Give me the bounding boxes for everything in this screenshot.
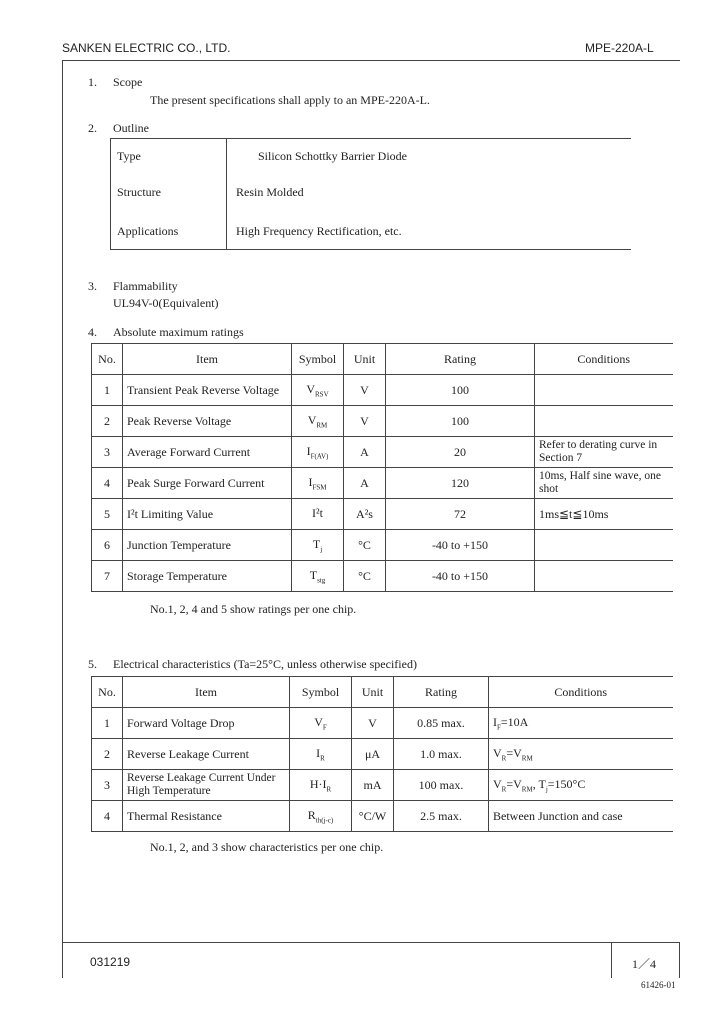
cond-base: I (493, 714, 497, 729)
outline-label-type: Type (117, 149, 141, 163)
symbol-base: H·I (309, 776, 327, 791)
cell-rating: 72 (386, 499, 535, 530)
header-symbol: Symbol (290, 677, 352, 708)
cell-conditions (489, 770, 673, 801)
symbol-base: T (312, 536, 321, 551)
ratings-table (91, 343, 673, 592)
table-row (92, 406, 673, 437)
cell-symbol (292, 375, 344, 406)
cell-unit: °C (344, 561, 386, 592)
cell-no: 1 (92, 375, 123, 406)
cond-sub: R (501, 754, 507, 763)
symbol-sub: RM (316, 421, 328, 430)
electrical-table (91, 676, 673, 832)
symbol-base: I (308, 474, 313, 489)
cell-item: Peak Surge Forward Current (123, 468, 292, 499)
section-4-number: 4. (88, 325, 97, 339)
cell-no: 3 (92, 437, 123, 468)
cell-rating: 20 (386, 437, 535, 468)
section-2-title: Outline (113, 121, 149, 135)
cell-symbol (292, 561, 344, 592)
footer-right-rule (679, 942, 680, 978)
cell-no: 4 (92, 801, 123, 832)
cell-symbol (292, 437, 344, 468)
cell-no: 1 (92, 708, 123, 739)
footer-date: 031219 (90, 955, 131, 969)
table-row (92, 375, 673, 406)
symbol-sub: R (320, 754, 325, 763)
cell-symbol (292, 468, 344, 499)
header-no: No. (92, 344, 123, 375)
cell-conditions (535, 530, 673, 561)
cell-conditions (535, 406, 673, 437)
cell-no: 6 (92, 530, 123, 561)
cell-conditions (489, 739, 673, 770)
cell-rating: -40 to +150 (386, 530, 535, 561)
outline-value-type: Silicon Schottky Barrier Diode (258, 149, 407, 163)
cell-no: 4 (92, 468, 123, 499)
outline-value-structure: Resin Molded (236, 185, 304, 199)
cell-symbol (292, 499, 344, 530)
part-number: MPE-220A-L (585, 41, 654, 55)
cell-item: Storage Temperature (123, 561, 292, 592)
cell-rating: -40 to +150 (386, 561, 535, 592)
company-name: SANKEN ELECTRIC CO., LTD. (62, 41, 231, 55)
cell-item: Average Forward Current (123, 437, 292, 468)
cell-rating: 0.85 max. (394, 708, 489, 739)
outline-divider (226, 138, 227, 250)
table-row (92, 561, 673, 592)
footer-divider (611, 942, 612, 978)
cell-unit: V (352, 708, 394, 739)
cell-item: Thermal Resistance (123, 801, 290, 832)
symbol-base: I²t (312, 505, 323, 520)
outline-label-structure: Structure (117, 185, 161, 199)
cond-rest: =10A (500, 714, 529, 729)
table-row (92, 499, 673, 530)
table-row (92, 437, 673, 468)
cell-unit: A (344, 468, 386, 499)
cond-sub-2: RM (521, 754, 533, 763)
cell-unit: V (344, 375, 386, 406)
cell-conditions (489, 708, 673, 739)
outline-value-applications: High Frequency Rectification, etc. (236, 224, 402, 238)
cell-conditions: Between Junction and case (489, 801, 673, 832)
symbol-sub: RSV (315, 390, 329, 399)
cell-unit: A (344, 437, 386, 468)
header-conditions: Conditions (535, 344, 673, 375)
page-number: 1／4 (632, 957, 657, 971)
cell-item: Peak Reverse Voltage (123, 406, 292, 437)
section-5-number: 5. (88, 657, 97, 671)
outline-bottom-rule (110, 249, 631, 250)
cell-rating: 120 (386, 468, 535, 499)
header-unit: Unit (344, 344, 386, 375)
cond-sub: R (501, 785, 507, 794)
cell-rating: 2.5 max. (394, 801, 489, 832)
flammability-text: UL94V-0(Equivalent) (113, 296, 219, 310)
cell-item: I²t Limiting Value (123, 499, 292, 530)
symbol-base: V (314, 714, 323, 729)
cell-unit: °C/W (352, 801, 394, 832)
cell-symbol (290, 708, 352, 739)
table-row (92, 770, 673, 801)
symbol-sub: FSM (312, 483, 327, 492)
cell-conditions (535, 375, 673, 406)
symbol-sub: F(AV) (310, 452, 329, 461)
cell-conditions: 10ms, Half sine wave, one shot (535, 468, 673, 499)
footer-top-rule (62, 942, 680, 943)
header-item: Item (123, 677, 290, 708)
header-rating: Rating (386, 344, 535, 375)
electrical-header-row (92, 677, 673, 708)
cell-item: Forward Voltage Drop (123, 708, 290, 739)
cell-unit: °C (344, 530, 386, 561)
header-symbol: Symbol (292, 344, 344, 375)
cell-rating: 100 (386, 375, 535, 406)
cell-conditions: Refer to derating curve in Section 7 (535, 437, 673, 468)
table-row (92, 801, 673, 832)
symbol-sub: th(j-c) (315, 816, 334, 825)
electrical-note: No.1, 2, and 3 show characteristics per one chip. (150, 840, 384, 854)
table-row (92, 468, 673, 499)
cell-rating: 1.0 max. (394, 739, 489, 770)
cell-unit: V (344, 406, 386, 437)
cond-rest: =V (506, 776, 522, 791)
cell-symbol (290, 801, 352, 832)
table-row (92, 708, 673, 739)
section-3-title: Flammability (113, 279, 178, 293)
left-margin-rule (62, 60, 63, 942)
ratings-header-row (92, 344, 673, 375)
cell-unit: A²s (344, 499, 386, 530)
header-item: Item (123, 344, 292, 375)
symbol-base: V (307, 412, 317, 427)
section-2-number: 2. (88, 121, 97, 135)
cond-rest-3: =150°C (547, 776, 586, 791)
cell-item: Reverse Leakage Current Under High Temperature (123, 770, 290, 801)
cond-base: V (493, 776, 502, 791)
header-rule (62, 60, 680, 61)
cell-rating: 100 max. (394, 770, 489, 801)
cond-sub-2: RM (521, 785, 533, 794)
symbol-sub: j (320, 545, 323, 554)
document-code: 61426-01 (641, 980, 676, 990)
table-row (92, 739, 673, 770)
symbol-base: R (307, 807, 316, 822)
cell-no: 2 (92, 739, 123, 770)
symbol-sub: F (322, 723, 327, 732)
ratings-note: No.1, 2, 4 and 5 show ratings per one chip. (150, 602, 357, 616)
symbol-base: T (309, 567, 318, 582)
footer-left-rule (62, 942, 63, 978)
cond-sub-3: j (545, 785, 548, 794)
cell-symbol (292, 530, 344, 561)
cell-conditions: 1ms≦t≦10ms (535, 499, 673, 530)
symbol-base: V (306, 381, 316, 396)
symbol-sub: stg (317, 576, 326, 585)
cell-no: 5 (92, 499, 123, 530)
outline-label-applications: Applications (117, 224, 179, 238)
header-rating: Rating (394, 677, 489, 708)
cond-rest: =V (506, 745, 522, 760)
cell-no: 2 (92, 406, 123, 437)
symbol-base: I (306, 443, 311, 458)
cell-unit: mA (352, 770, 394, 801)
cell-symbol (290, 770, 352, 801)
cond-sub: F (497, 723, 501, 732)
symbol-base: I (316, 745, 321, 760)
outline-left-rule (110, 138, 111, 250)
cell-symbol (292, 406, 344, 437)
symbol-sub: R (326, 785, 332, 794)
cell-no: 7 (92, 561, 123, 592)
section-1-title: Scope (113, 75, 143, 89)
header-conditions: Conditions (489, 677, 673, 708)
section-1-number: 1. (88, 75, 97, 89)
table-row (92, 530, 673, 561)
outline-top-rule (110, 138, 631, 139)
section-4-title: Absolute maximum ratings (113, 325, 244, 339)
cond-rest-2: , T (532, 776, 546, 791)
section-5-title: Electrical characteristics (Ta=25°C, unless otherwise specified) (113, 657, 417, 671)
cell-unit: μA (352, 739, 394, 770)
header-no: No. (92, 677, 123, 708)
cell-no: 3 (92, 770, 123, 801)
cell-item: Transient Peak Reverse Voltage (123, 375, 292, 406)
section-3-number: 3. (88, 279, 97, 293)
header-unit: Unit (352, 677, 394, 708)
cell-symbol (290, 739, 352, 770)
cell-rating: 100 (386, 406, 535, 437)
cell-item: Reverse Leakage Current (123, 739, 290, 770)
cell-conditions (535, 561, 673, 592)
scope-text: The present specifications shall apply to an MPE-220A-L. (150, 93, 430, 107)
cond-base: V (493, 745, 502, 760)
cell-item: Junction Temperature (123, 530, 292, 561)
